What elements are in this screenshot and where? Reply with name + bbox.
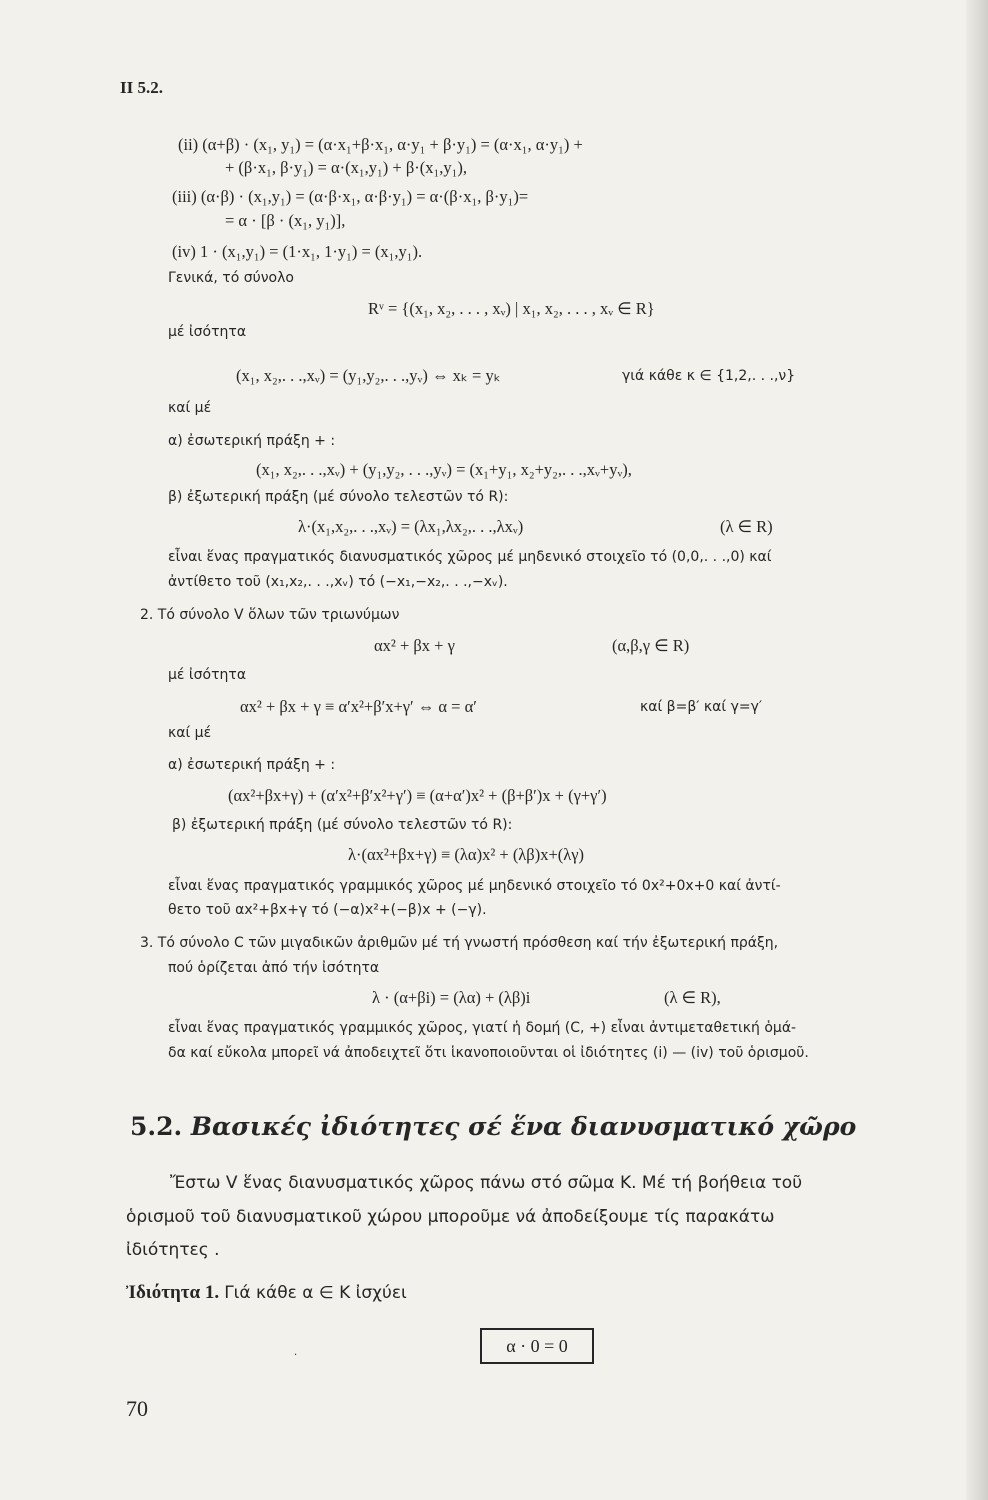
math-line: = α · [β · (x₁, y₁)], bbox=[225, 211, 346, 230]
section-title: Βασικές ἰδιότητες σέ ἕνα διανυσματικό χῶρο bbox=[190, 1112, 857, 1141]
property-text: Γιά κάθε α ∈ Κ ἰσχύει bbox=[224, 1283, 407, 1303]
math-line: (iii) (α·β) · (x₁,y₁) = (α·β·x₁, α·β·y₁) = α·(β·x₁, β·y₁)= bbox=[172, 187, 529, 206]
paragraph-line: ἰδιότητες . bbox=[126, 1240, 220, 1260]
text-line: δα καί εὔκολα μπορεῖ νά ἀποδειχτεῖ ὅτι ἱκανοποιοῦνται οἱ ἰδιότητες (i) — (iv) τοῦ ὁρισμοῦ. bbox=[168, 1045, 809, 1061]
math-line: (αx²+βx+γ) + (α′x²+β′x²+γ′) ≡ (α+α′)x² + (β+β′)x + (γ+γ′) bbox=[228, 786, 607, 805]
text-line: 2. Τό σύνολο V ὅλων τῶν τριωνύμων bbox=[140, 607, 400, 623]
text-line: εἶναι ἕνας πραγματικός γραμμικός χῶρος μέ μηδενικό στοιχεῖο τό 0x²+0x+0 καί ἀντί- bbox=[168, 878, 781, 894]
text-line: καί μέ bbox=[168, 725, 212, 741]
paragraph-line: Ἔστω V ἕνας διανυσματικός χῶρος πάνω στό σῶμα Κ. Μέ τή βοήθεια τοῦ bbox=[170, 1173, 803, 1193]
text-line: 3. Τό σύνολο C τῶν μιγαδικῶν ἀριθμῶν μέ τή γνωστή πρόσθεση καί τήν ἐξωτερική πράξη, bbox=[140, 935, 779, 951]
math-line: λ·(x₁,x₂,. . .,xᵥ) = (λx₁,λx₂,. . .,λxᵥ) bbox=[298, 517, 524, 536]
section-heading bbox=[130, 1112, 856, 1141]
text-line: β) ἐξωτερική πράξη (μέ σύνολο τελεστῶν τό R): bbox=[172, 817, 513, 833]
stray-dot: · bbox=[294, 1350, 298, 1361]
math-line: (λ ∈ R) bbox=[720, 517, 773, 536]
text-line: Γενικά, τό σύνολο bbox=[168, 270, 294, 286]
math-line: αx² + βx + γ bbox=[374, 636, 455, 655]
math-line: Rᵛ = {(x₁, x₂, . . . , xᵥ) | x₁, x₂, . . . , xᵥ ∈ R} bbox=[368, 299, 655, 318]
math-line: (x₁, x₂,. . .,xᵥ) = (y₁,y₂,. . .,yᵥ) ⇔ xₖ = yₖ bbox=[236, 366, 501, 385]
page-number: 70 bbox=[126, 1396, 148, 1421]
text-line: α) ἐσωτερική πράξη + : bbox=[168, 757, 336, 773]
boxed-formula: α · 0 = 0 bbox=[480, 1328, 594, 1364]
text-line: καί β=β′ καί γ=γ′ bbox=[640, 699, 763, 715]
property-label: Ἰδιότητα 1. bbox=[126, 1282, 220, 1303]
math-line: λ·(αx²+βx+γ) ≡ (λα)x² + (λβ)x+(λγ) bbox=[348, 845, 585, 864]
paragraph-line: ὁρισμοῦ τοῦ διανυσματικοῦ χώρου μποροῦμε νά ἀποδείξουμε τίς παρακάτω bbox=[126, 1207, 775, 1227]
text-line: εἶναι ἕνας πραγματικός διανυσματικός χῶρος μέ μηδενικό στοιχεῖο τό (0,0,. . .,0) καί bbox=[168, 549, 772, 565]
text-line: καί μέ bbox=[168, 400, 212, 416]
math-line: λ · (α+βi) = (λα) + (λβ)i bbox=[372, 988, 531, 1007]
math-line: (x₁, x₂,. . .,xᵥ) + (y₁,y₂, . . .,yᵥ) = (x₁+y₁, x₂+y₂,. . .,xᵥ+yᵥ), bbox=[256, 460, 632, 479]
text-line: γιά κάθε κ ∈ {1,2,. . .,ν} bbox=[622, 368, 796, 384]
math-line: (iv) 1 · (x₁,y₁) = (1·x₁, 1·y₁) = (x₁,y₁). bbox=[172, 242, 423, 261]
text-line: εἶναι ἕνας πραγματικός γραμμικός χῶρος, γιατί ἡ δομή (C, +) εἶναι ἀντιμεταθετική ὁμά- bbox=[168, 1020, 797, 1036]
section-number: 5.2. bbox=[130, 1112, 183, 1141]
math-line: (α,β,γ ∈ R) bbox=[612, 636, 690, 655]
running-header: II 5.2. bbox=[120, 78, 163, 97]
text-line: ἀντίθετο τοῦ (x₁,x₂,. . .,xᵥ) τό (−x₁,−x₂,. . .,−xᵥ). bbox=[168, 574, 508, 590]
text-line: β) ἐξωτερική πράξη (μέ σύνολο τελεστῶν τό R): bbox=[168, 489, 509, 505]
math-line: αx² + βx + γ ≡ α′x²+β′x+γ′ ⇔ α = α′ bbox=[240, 697, 477, 716]
text-line: μέ ἰσότητα bbox=[168, 324, 247, 340]
text-line: α) ἐσωτερική πράξη + : bbox=[168, 433, 336, 449]
page-spine-shadow bbox=[966, 0, 988, 1500]
text-line: θετο τοῦ αx²+βx+γ τό (−α)x²+(−β)x + (−γ). bbox=[168, 902, 487, 918]
math-line: (λ ∈ R), bbox=[664, 988, 721, 1007]
math-line: (ii) (α+β) · (x₁, y₁) = (α·x₁+β·x₁, α·y₁ + β·y₁) = (α·x₁, α·y₁) + bbox=[178, 135, 583, 154]
math-line: + (β·x₁, β·y₁) = α·(x₁,y₁) + β·(x₁,y₁), bbox=[225, 158, 467, 177]
property-statement bbox=[126, 1282, 407, 1304]
text-line: πού ὁρίζεται ἀπό τήν ἰσότητα bbox=[168, 960, 380, 976]
text-line: μέ ἰσότητα bbox=[168, 667, 247, 683]
